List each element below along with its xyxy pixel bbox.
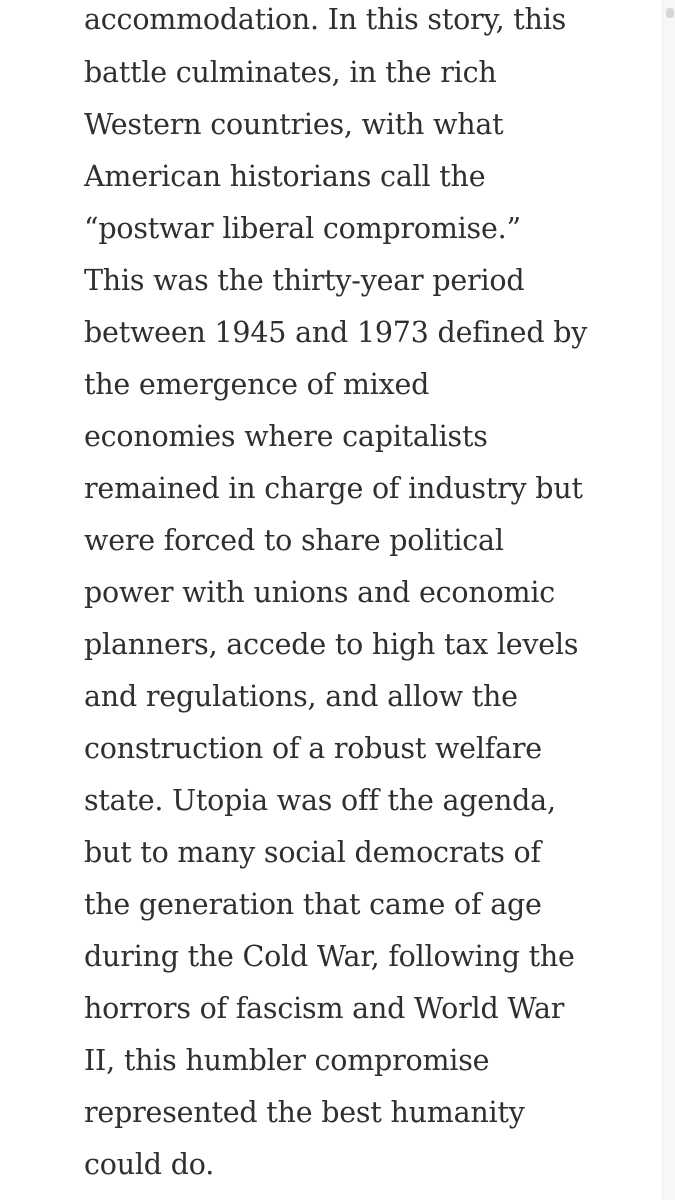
article-line-3: Western countries, with what [84,108,504,141]
article-line-21: II, this humbler compromise [84,1044,490,1077]
article-line-23: could do. [84,1148,215,1181]
article-line-18: the generation that came of age [84,888,542,921]
vertical-scrollbar[interactable] [662,0,675,1200]
article-line-8: the emergence of mixed [84,368,430,401]
article-line-6: This was the thirty-year period [84,264,525,297]
article-line-10: remained in charge of industry but [84,472,583,505]
article-line-20: horrors of fascism and World War [84,992,565,1025]
article-line-12: power with unions and economic [84,576,555,609]
article-line-22: represented the best humanity [84,1096,525,1129]
article-line-9: economies where capitalists [84,420,488,453]
article-line-5: “postwar liberal compromise.” [84,212,521,245]
article-line-11: were forced to share political [84,524,504,557]
article-line-13: planners, accede to high tax levels [84,628,579,661]
article-line-16: state. Utopia was off the agenda, [84,784,556,817]
article-line-15: construction of a robust welfare [84,732,542,765]
scrollbar-thumb[interactable] [666,8,674,18]
article-line-2: battle culminates, in the rich [84,56,497,89]
article-line-4: American historians call the [84,160,486,193]
article-line-14: and regulations, and allow the [84,680,518,713]
article-line-7: between 1945 and 1973 defined by [84,316,588,349]
article-line-17: but to many social democrats of [84,836,541,869]
article-line-1: accommodation. In this story, this [84,3,567,36]
article-line-19: during the Cold War, following the [84,940,575,973]
